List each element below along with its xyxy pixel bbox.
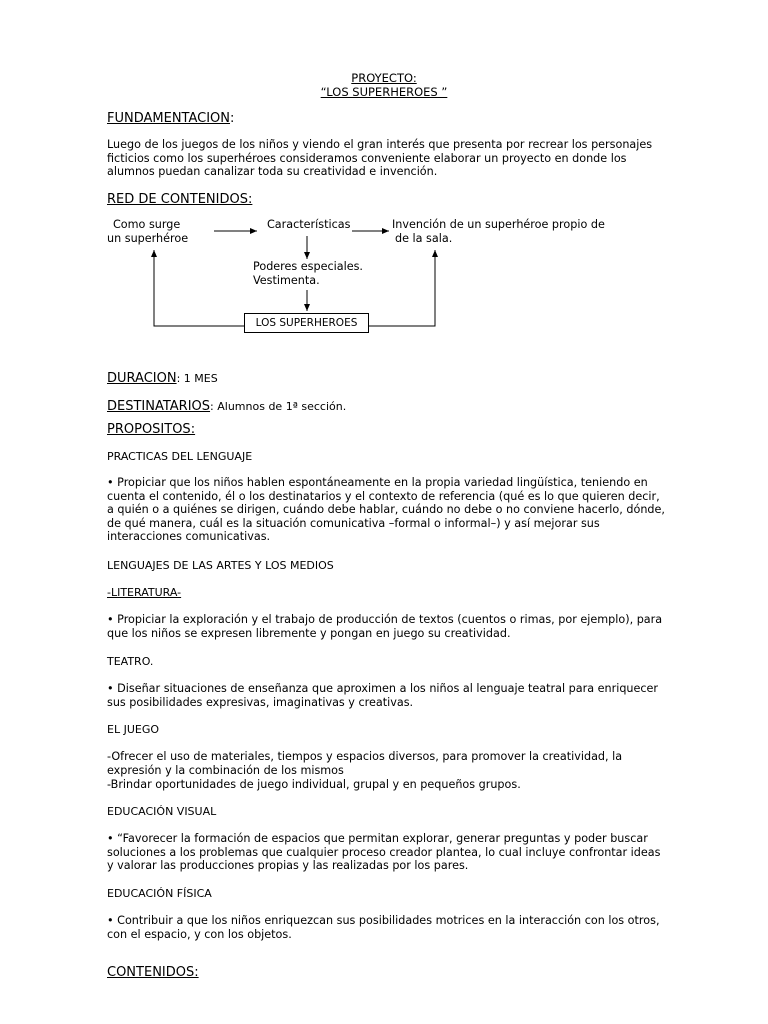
duracion-value: : 1 MES [176, 372, 218, 385]
contenidos-heading: CONTENIDOS: [107, 965, 199, 980]
fundamentacion-colon: : [230, 111, 235, 126]
center-box: LOS SUPERHEROES [244, 313, 369, 333]
fisica-heading: EDUCACIÓN FÍSICA [107, 887, 212, 900]
fundamentacion-heading-text: FUNDAMENTACION [107, 111, 231, 126]
literatura-text: • Propiciar la exploración y el trabajo de producción de textos (cuentos o rimas, por ejemplo), para que los niños se expresen libremente y pongan en juego su creatividad. [107, 613, 663, 640]
destinatarios-line [107, 395, 346, 415]
propositos-heading: PROPOSITOS: [107, 422, 196, 437]
juego-line-1: -Ofrecer el uso de materiales, tiempos y espacios diversos, para promover la creatividad, la [107, 750, 623, 763]
fisica-text: • Contribuir a que los niños enriquezcan sus posibilidades motrices en la interacción con los otros, con el espacio, y con los objetos. [107, 914, 660, 941]
visual-heading: EDUCACIÓN VISUAL [107, 805, 217, 818]
project-title: “LOS SUPERHEROES ” [320, 85, 448, 99]
juego-heading: EL JUEGO [107, 723, 160, 736]
destinatarios-heading: DESTINATARIOS [107, 399, 211, 414]
node-invencion-line2: de la sala. [395, 232, 453, 245]
node-como-surge-line2: un superhéroe [107, 232, 189, 245]
teatro-text: • Diseñar situaciones de enseñanza que aproximen a los niños al lenguaje teatral para enriquecer sus posibilidades expresivas, imaginativas y creativas. [107, 682, 659, 709]
node-invencion-line1: Invención de un superhéroe propio de [392, 218, 605, 231]
literatura-heading: -LITERATURA- [107, 586, 182, 599]
juego-line-2: expresión y la combinación de los mismos [107, 764, 344, 777]
red-heading: RED DE CONTENIDOS: [107, 192, 253, 207]
node-caracteristicas: Características [267, 218, 351, 231]
teatro-heading: TEATRO. [107, 655, 154, 668]
fundamentacion-text: Luego de los juegos de los niños y viendo el gran interés que presenta por recrear los personajes ficticios como los superhéroes consideramos conveniente elaborar un proyecto en donde los alumnos puedan canalizar toda su creatividad e invención. [107, 138, 653, 179]
practicas-text: • Propiciar que los niños hablen espontáneamente en la propia variedad lingüística, teniendo en cuenta el contenido, él o los destinatarios y el contexto de referencia (qué es lo que quieren decir, a quién o a quiénes se dirigen, cuándo debe hablar, cuándo no debe o no conviene hacerlo, dónde, de qué manera, cuál es la situación comunicativa –formal o informal–) y así mejorar sus interacciones comunicativas. [107, 476, 665, 544]
arrow-box-to-invencion [369, 250, 435, 326]
lenguajes-heading: LENGUAJES DE LAS ARTES Y LOS MEDIOS [107, 559, 334, 572]
arrow-box-to-surge [154, 250, 244, 326]
node-como-surge-line1: Como surge [113, 218, 181, 231]
destinatarios-value: : Alumnos de 1ª sección. [210, 400, 347, 413]
project-label: PROYECTO: [351, 71, 417, 85]
practicas-heading: PRACTICAS DEL LENGUAJE [107, 450, 253, 463]
node-poderes-line1: Poderes especiales. [253, 260, 363, 273]
duracion-heading: DURACION [107, 371, 177, 386]
visual-text: • “Favorecer la formación de espacios que permitan explorar, generar preguntas y poder buscar soluciones a los problemas que cualquier proceso creador plantea, lo cual incluye confrontar ideas y valorar las producciones propias y las realizadas por los pares. [107, 832, 661, 873]
juego-line-3: -Brindar oportunidades de juego individual, grupal y en pequeños grupos. [107, 778, 521, 791]
node-poderes-line2: Vestimenta. [253, 274, 320, 287]
duracion-line [107, 367, 218, 387]
